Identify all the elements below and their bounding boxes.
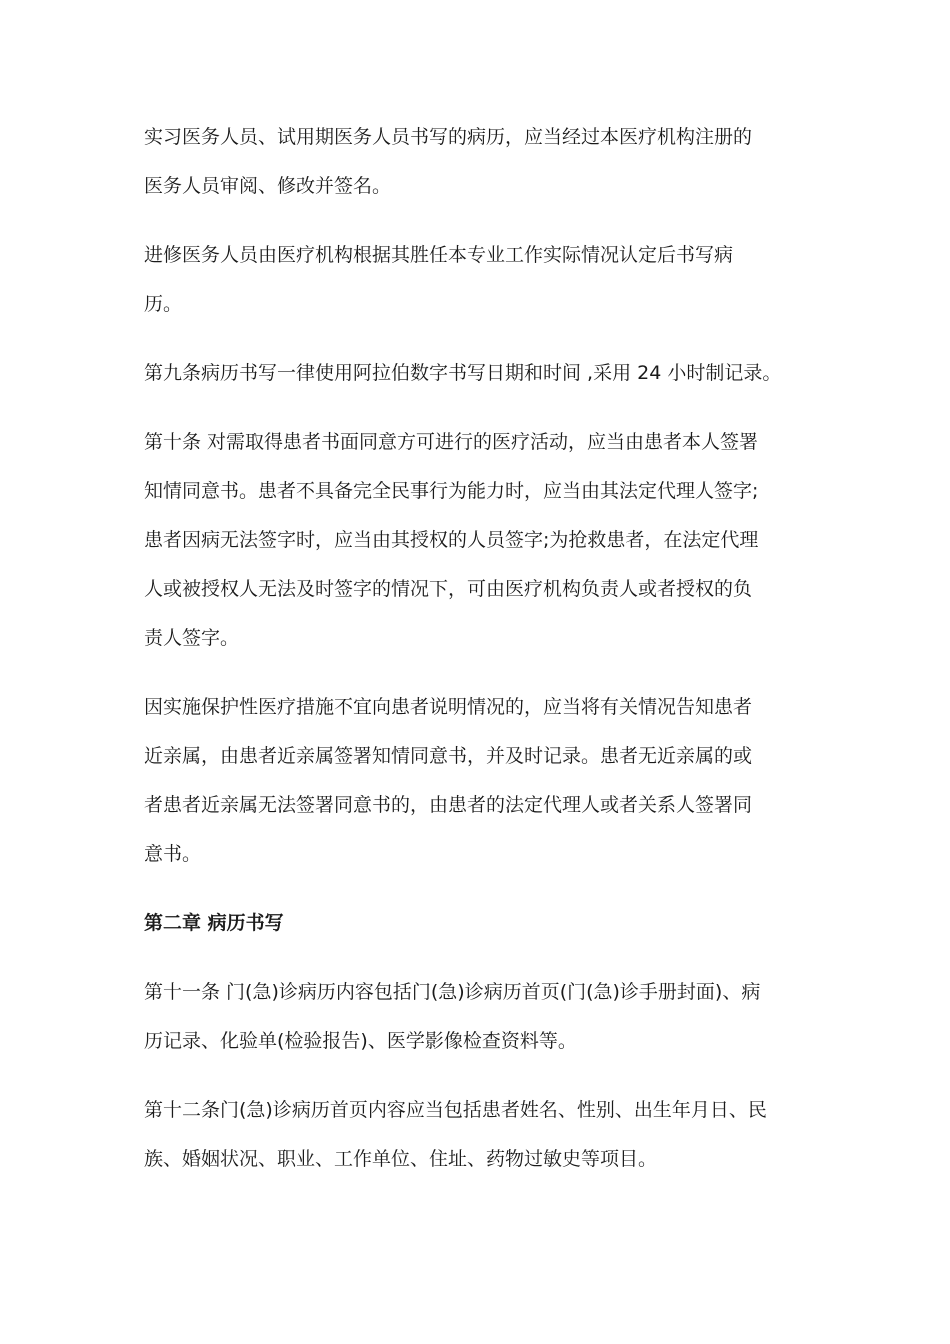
paragraph-line: 第十一条 门(急)诊病历内容包括门(急)诊病历首页(门(急)诊手册封面)、病: [144, 981, 761, 1003]
paragraph-line: 患者因病无法签字时，应当由其授权的人员签字;为抢救患者，在法定代理: [144, 529, 759, 551]
paragraph: [144, 113, 814, 211]
paragraph-line: 第十二条门(急)诊病历首页内容应当包括患者姓名、性别、出生年月日、民: [144, 1099, 767, 1121]
paragraph-line: 近亲属，由患者近亲属签署知情同意书，并及时记录。患者无近亲属的或: [144, 745, 753, 767]
paragraph-line: 因实施保护性医疗措施不宜向患者说明情况的，应当将有关情况告知患者: [144, 696, 753, 718]
document-body: [144, 113, 814, 1204]
paragraph-line: 族、婚姻状况、职业、工作单位、住址、药物过敏史等项目。: [144, 1148, 658, 1170]
paragraph-line: 第九条病历书写一律使用阿拉伯数字书写日期和时间 ,采用 24 小时制记录。: [144, 362, 782, 384]
paragraph: [144, 968, 814, 1066]
paragraph-line: 历。: [144, 293, 183, 315]
paragraph-line: 进修医务人员由医疗机构根据其胜任本专业工作实际情况认定后书写病: [144, 244, 734, 266]
paragraph-line: 医务人员审阅、修改并签名。: [144, 175, 392, 197]
paragraph: [144, 231, 814, 329]
paragraph-line: 责人签字。: [144, 627, 240, 649]
paragraph-line: 者患者近亲属无法签署同意书的，由患者的法定代理人或者关系人签署同: [144, 794, 753, 816]
paragraph-line: 历记录、化验单(检验报告)、医学影像检查资料等。: [144, 1030, 577, 1052]
paragraph-line: 实习医务人员、试用期医务人员书写的病历，应当经过本医疗机构注册的: [144, 126, 753, 148]
paragraph-line: 意书。: [144, 843, 202, 865]
paragraph-line: 知情同意书。患者不具备完全民事行为能力时，应当由其法定代理人签字;: [144, 480, 759, 502]
paragraph: [144, 683, 814, 879]
heading-text: 第二章 病历书写: [144, 912, 284, 934]
chapter-heading: [144, 899, 814, 948]
paragraph-line: 人或被授权人无法及时签字的情况下，可由医疗机构负责人或者授权的负: [144, 578, 753, 600]
paragraph: [144, 349, 814, 398]
paragraph: [144, 418, 814, 663]
paragraph: [144, 1086, 814, 1184]
paragraph-line: 第十条 对需取得患者书面同意方可进行的医疗活动，应当由患者本人签署: [144, 431, 759, 453]
